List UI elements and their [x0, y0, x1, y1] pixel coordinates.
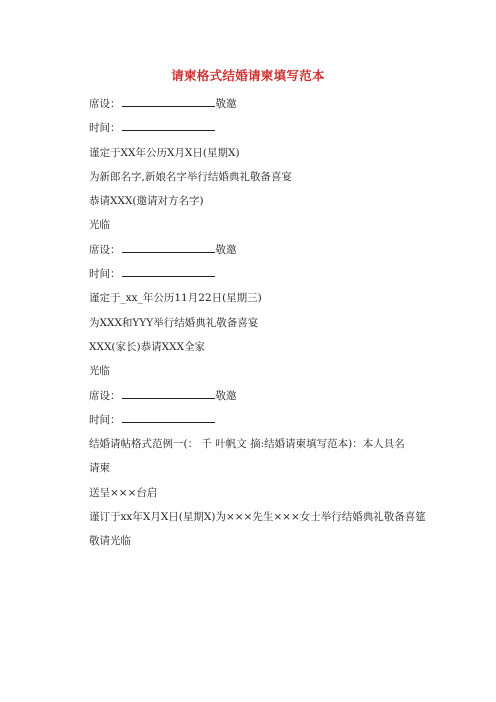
paragraph-time-2	[69, 262, 433, 286]
paragraph-couple-2: 为XXX和YYY举行结婚典礼敬备喜宴	[89, 316, 259, 329]
paragraph-date-1: 谨定于XX年公历X月X日(星期X)	[89, 146, 240, 159]
paragraph-wedding-date: 谨订于xx年X月X日(星期X)为×××先生×××女士举行结婚典礼敬备喜筵	[89, 511, 426, 524]
fill-in-blank	[122, 412, 215, 423]
paragraph-example-intro: 结婚请帖格式范例一(： 千 叶帆文 摘:结婚请柬填写范本)：本人具名	[89, 438, 405, 451]
seat-suffix: 敬邀	[215, 98, 237, 110]
seat-label: 席设：	[89, 98, 121, 110]
paragraph-seat-3	[69, 384, 433, 408]
paragraph-presented-to: 送呈×××台启	[89, 486, 158, 499]
document-title: 请柬格式结婚请柬填写范本	[171, 68, 325, 83]
paragraph-time-1	[69, 116, 433, 140]
paragraph-seat-2	[69, 238, 433, 262]
seat-label: 席设：	[89, 243, 121, 256]
paragraph-invite-1: 恭请XXX(邀请对方名字)	[89, 195, 204, 208]
time-label: 时间：	[89, 268, 121, 281]
paragraph-couple-1: 为新郎名字,新娘名字举行结婚典礼敬备喜宴	[89, 170, 292, 183]
document-body	[69, 92, 433, 554]
fill-in-blank	[122, 242, 215, 253]
seat-suffix: 敬邀	[215, 243, 237, 256]
fill-in-blank	[122, 120, 215, 131]
fill-in-blank	[122, 266, 215, 277]
paragraph-seat-1	[69, 92, 433, 116]
paragraph-time-3	[69, 408, 433, 432]
paragraph-invitation-heading: 请柬	[89, 462, 110, 475]
paragraph-date-2: 谨定于_xx_年公历11月22日(星期三)	[89, 292, 262, 305]
seat-label: 席设：	[89, 389, 121, 402]
paragraph-invite-2: XXX(家长)恭请XXX全家	[89, 340, 206, 353]
time-label: 时间：	[89, 122, 121, 135]
time-label: 时间：	[89, 413, 121, 426]
paragraph-attend-2: 光临	[89, 365, 110, 378]
paragraph-attend-1: 光临	[89, 219, 110, 232]
seat-suffix: 敬邀	[215, 389, 237, 402]
fill-in-blank	[122, 96, 215, 107]
paragraph-please-attend: 敬请光临	[89, 535, 131, 548]
fill-in-blank	[122, 388, 215, 399]
